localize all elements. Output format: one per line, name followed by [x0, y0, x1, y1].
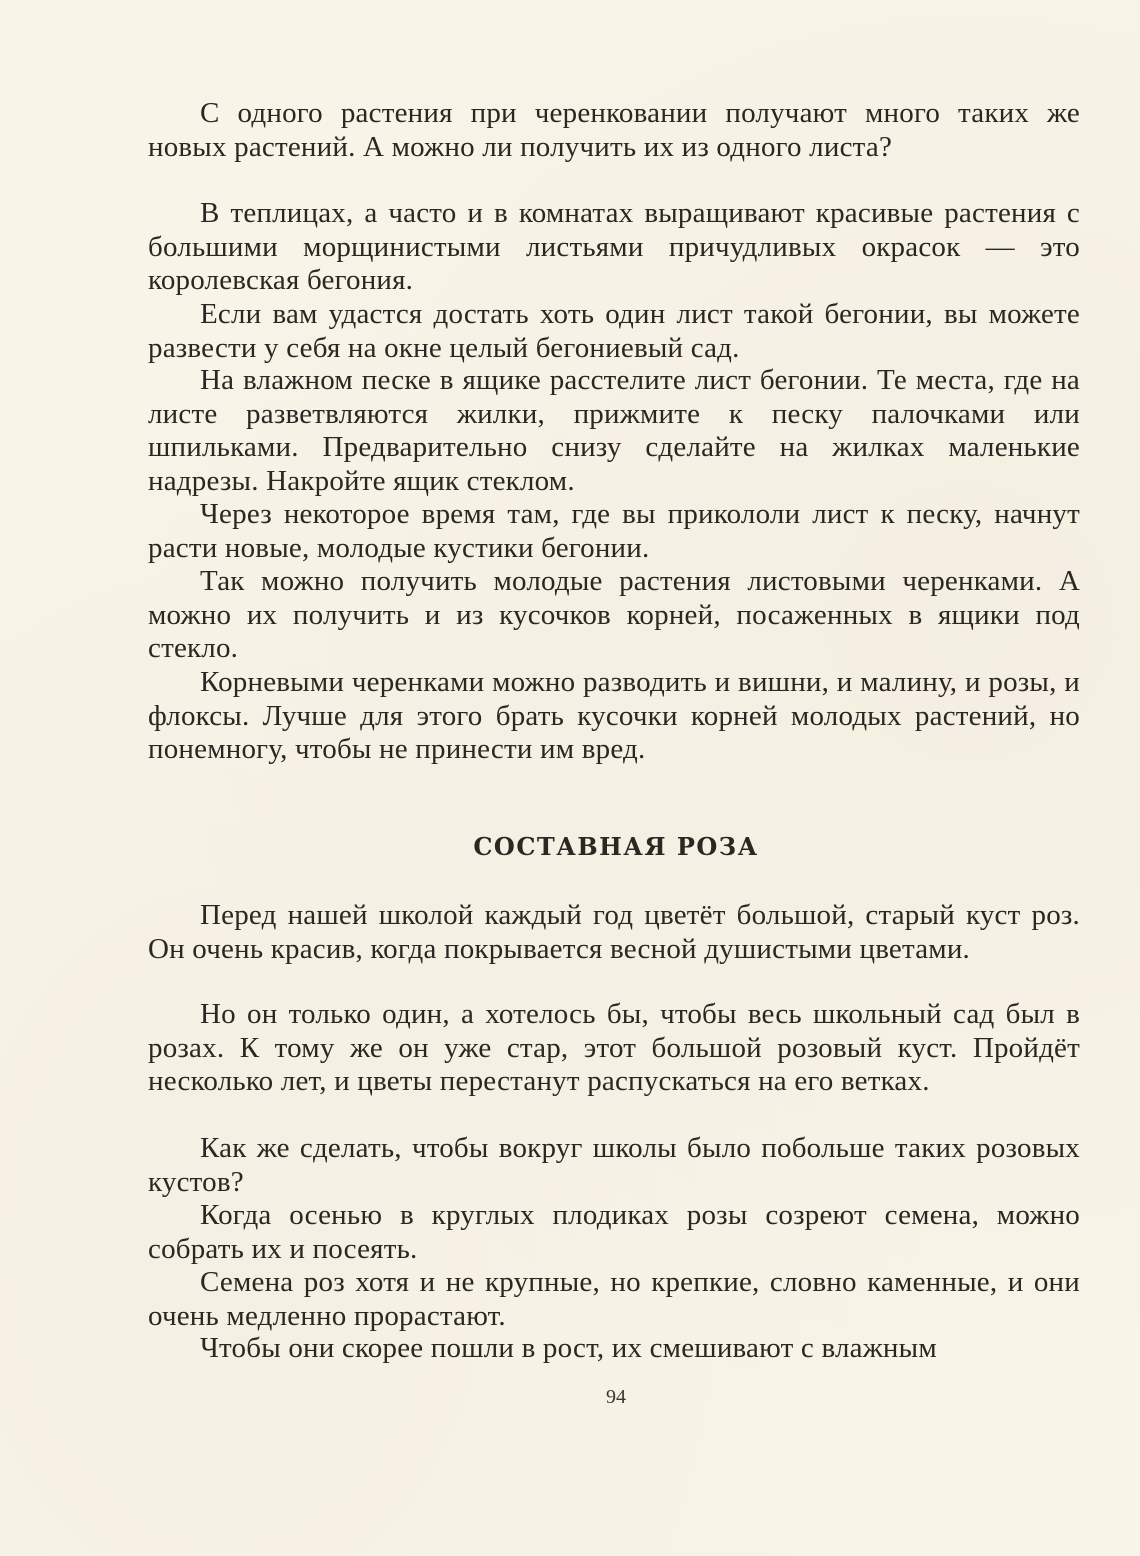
- paragraph-begonia-garden: Если вам удастся достать хоть один лист такой бегонии, вы можете развести у себя на окне целый бегониевый сад.: [148, 298, 1080, 364]
- paragraph-rose-garden-wish: Но он только один, а хотелось бы, чтобы весь школьный сад был в розах. К тому же он уже стар, этот большой розовый куст. Пройдёт несколько лет, и цветы перестанут распускаться на его ветках.: [148, 998, 1080, 1097]
- paragraph-rose-seeds: Когда осенью в круглых плодиках розы созреют семена, можно собрать их и посеять.: [148, 1199, 1080, 1265]
- paragraph-rose-bush: Перед нашей школой каждый год цветёт большой, старый куст роз. Он очень красив, когда покрывается весной душистыми цветами.: [148, 899, 1080, 965]
- section-title: СОСТАВНАЯ РОЗА: [473, 832, 759, 861]
- paragraph-cuttings-intro: С одного растения при черенковании получают много таких же новых растений. А можно ли получить их из одного листа?: [148, 97, 1080, 163]
- paragraph-seed-mixing: Чтобы они скорее пошли в рост, их смешивают с влажным: [200, 1332, 937, 1364]
- page-number: 94: [606, 1386, 626, 1408]
- paragraph-root-cuttings: Корневыми черенками можно разводить и вишни, и малину, и розы, и флоксы. Лучше для этого брать кусочки корней молодых растений, но понемногу, чтобы не принести им вред.: [148, 666, 1080, 765]
- paragraph-leaf-cuttings: Так можно получить молодые растения листовыми черенками. А можно их получить и из кусочков корней, посаженных в ящики под стекло.: [148, 565, 1080, 664]
- paragraph-begonia-result: Через некоторое время там, где вы прикололи лист к песку, начнут расти новые, молодые кустики бегонии.: [148, 498, 1080, 564]
- paragraph-rose-question: Как же сделать, чтобы вокруг школы было побольше таких розовых кустов?: [148, 1132, 1080, 1198]
- paragraph-seed-hardness: Семена роз хотя и не крупные, но крепкие, словно каменные, и они очень медленно прорастают.: [148, 1266, 1080, 1332]
- paragraph-begonia-method: На влажном песке в ящике расстелите лист бегонии. Те места, где на листе разветвляются жилки, прижмите к песку палочками или шпильками. Предварительно снизу сделайте на жилках маленькие надрезы. Накройте ящик стеклом.: [148, 364, 1080, 497]
- paragraph-begonia-description: В теплицах, а часто и в комнатах выращивают красивые растения с большими морщинистыми листьями причудливых окрасок — это королевская бегония.: [148, 197, 1080, 296]
